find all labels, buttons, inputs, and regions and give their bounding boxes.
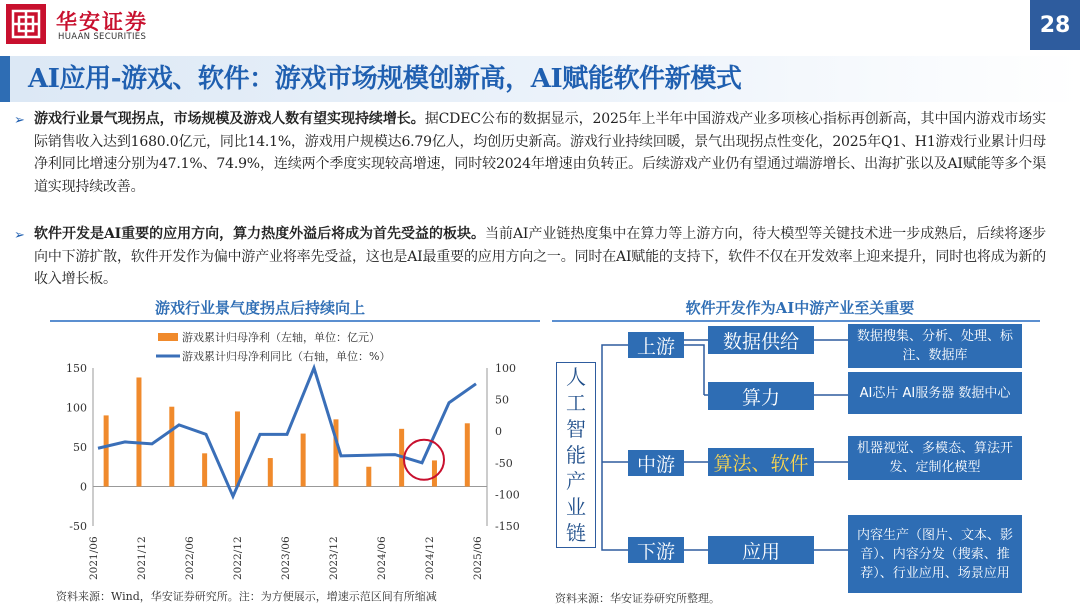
logo-text-en: HUAAN SECURITIES — [58, 32, 147, 42]
chain-char: 业 — [566, 495, 586, 519]
bar — [366, 467, 371, 487]
item-application: 应用 — [708, 536, 814, 564]
paragraph-game-body: 据CDEC公布的数据显示，2025年上半年中国游戏产业多项核心指标再创新高，其中国内游戏市场实际销售收入达到1680.0亿元，同比14.1%，游戏用户规模达6.79亿人，均创历史新高。游戏行业持续回暖，景气出现拐点性变化，2025年Q1、H1游戏行业累计归母净利同比增速分别为47.1%、74.9%，连续两个季度实现较高增速，同时较2024年增速由负转正。后续游戏产业仍有望通过端游增长、出海扩张以及AI赋能等多个渠道实现持续改善。 — [34, 111, 1046, 195]
legend-label-line: 游戏累计归母净利同比（右轴，单位：%） — [182, 350, 391, 363]
detail-data-supply: 数据搜集、分析、处理、标注、数据库 — [848, 324, 1022, 368]
page-title: AI应用-游戏、软件：游戏市场规模创新高，AI赋能软件新模式 — [28, 64, 742, 94]
detail-compute: AI芯片 AI服务器 数据中心 — [848, 372, 1022, 414]
y-tick-left: -50 — [69, 520, 87, 533]
x-tick-label: 2021/12 — [136, 536, 148, 580]
left-source-note: 资料来源：Wind，华安证券研究所。注：为方便展示，增速示范区间有所缩减 — [56, 590, 437, 603]
item-algorithm-software: 算法、软件 — [708, 448, 814, 476]
x-tick-label: 2023/06 — [280, 536, 292, 580]
logo-mark — [6, 4, 46, 44]
chain-char: 人 — [566, 365, 586, 389]
bar — [104, 415, 109, 486]
title-accent-bar — [0, 56, 10, 102]
y-tick-right: -150 — [495, 520, 520, 533]
y-tick-left: 150 — [66, 362, 87, 375]
bar — [268, 458, 273, 486]
x-tick-label: 2022/06 — [184, 536, 196, 580]
chain-label-box — [556, 362, 596, 548]
item-data-supply: 数据供给 — [708, 326, 814, 354]
paragraph-game-lead: 游戏行业景气现拐点，市场规模及游戏人数有望实现持续增长。 — [34, 111, 425, 127]
y-tick-left: 100 — [66, 401, 87, 415]
left-section-divider — [50, 320, 540, 322]
y-tick-left: 0 — [80, 480, 87, 494]
bar — [235, 411, 240, 486]
legend-label-bar: 游戏累计归母净利（左轴，单位：亿元） — [182, 331, 380, 344]
left-section-title: 游戏行业景气度拐点后持续向上 — [154, 299, 365, 317]
page-number: 28 — [1030, 0, 1080, 50]
x-tick-label: 2022/12 — [232, 536, 244, 580]
paragraph-game — [34, 108, 1046, 198]
right-source-note: 资料来源：华安证券研究所整理。 — [555, 592, 720, 605]
bar — [202, 453, 207, 486]
chain-char: 产 — [566, 469, 586, 493]
bullet-icon: ➢ — [14, 228, 25, 243]
chart-legend — [156, 330, 390, 363]
y-tick-right: 100 — [495, 362, 516, 375]
paragraph-software — [34, 223, 1046, 291]
legend-swatch-bar — [158, 333, 178, 341]
level-downstream: 下游 — [628, 537, 684, 563]
logo-icon — [10, 8, 42, 40]
level-midstream: 中游 — [628, 450, 684, 476]
y-tick-right: 50 — [495, 393, 509, 407]
chain-char: 能 — [566, 443, 586, 467]
right-section-title: 软件开发作为AI中游产业至关重要 — [685, 299, 915, 317]
detail-application: 内容生产（图片、文本、影音）、内容分发（搜索、推荐）、行业应用、场景应用 — [848, 515, 1022, 593]
series-line — [98, 368, 476, 496]
bar — [465, 423, 470, 486]
item-compute: 算力 — [708, 382, 814, 410]
bullet-icon: ➢ — [14, 113, 25, 128]
ai-chain-diagram — [552, 322, 1052, 592]
bar — [432, 460, 437, 486]
y-tick-right: -100 — [495, 488, 520, 502]
bar — [301, 434, 306, 487]
bar — [136, 377, 141, 486]
paragraph-software-lead: 软件开发是AI重要的应用方向，算力热度外溢后将成为首先受益的板块。 — [34, 226, 485, 242]
logo-text-cn: 华安证券 — [56, 9, 148, 34]
paragraph-software-body: 当前AI产业链热度集中在算力等上游方向，待大模型等关键技术进一步成熟后，后续将逐步向中下游扩散，软件开发作为偏中游产业将率先受益，这也是AI最重要的应用方向之一。同时在AI赋能的支持下，软件不仅在开发效率上迎来提升，同时也将成为新的收入增长板。 — [34, 226, 1046, 287]
x-tick-label: 2024/06 — [376, 536, 388, 580]
chain-char: 工 — [566, 391, 586, 415]
x-tick-label: 2021/06 — [88, 536, 100, 580]
y-tick-left: 50 — [73, 441, 87, 454]
connector-bracket — [602, 345, 628, 550]
x-tick-label: 2025/06 — [472, 536, 484, 580]
x-tick-label: 2023/12 — [328, 536, 340, 580]
y-tick-right: -50 — [495, 456, 513, 470]
connector-up-1 — [682, 345, 704, 395]
game-profit-chart — [50, 324, 550, 586]
level-upstream: 上游 — [628, 332, 684, 358]
bar — [169, 407, 174, 487]
chain-char: 链 — [566, 521, 586, 545]
x-tick-label: 2024/12 — [424, 536, 436, 580]
y-tick-right: 0 — [495, 425, 502, 439]
chain-char: 智 — [566, 417, 586, 441]
detail-algorithm-software: 机器视觉、多模态、算法开发、定制化模型 — [848, 436, 1022, 480]
